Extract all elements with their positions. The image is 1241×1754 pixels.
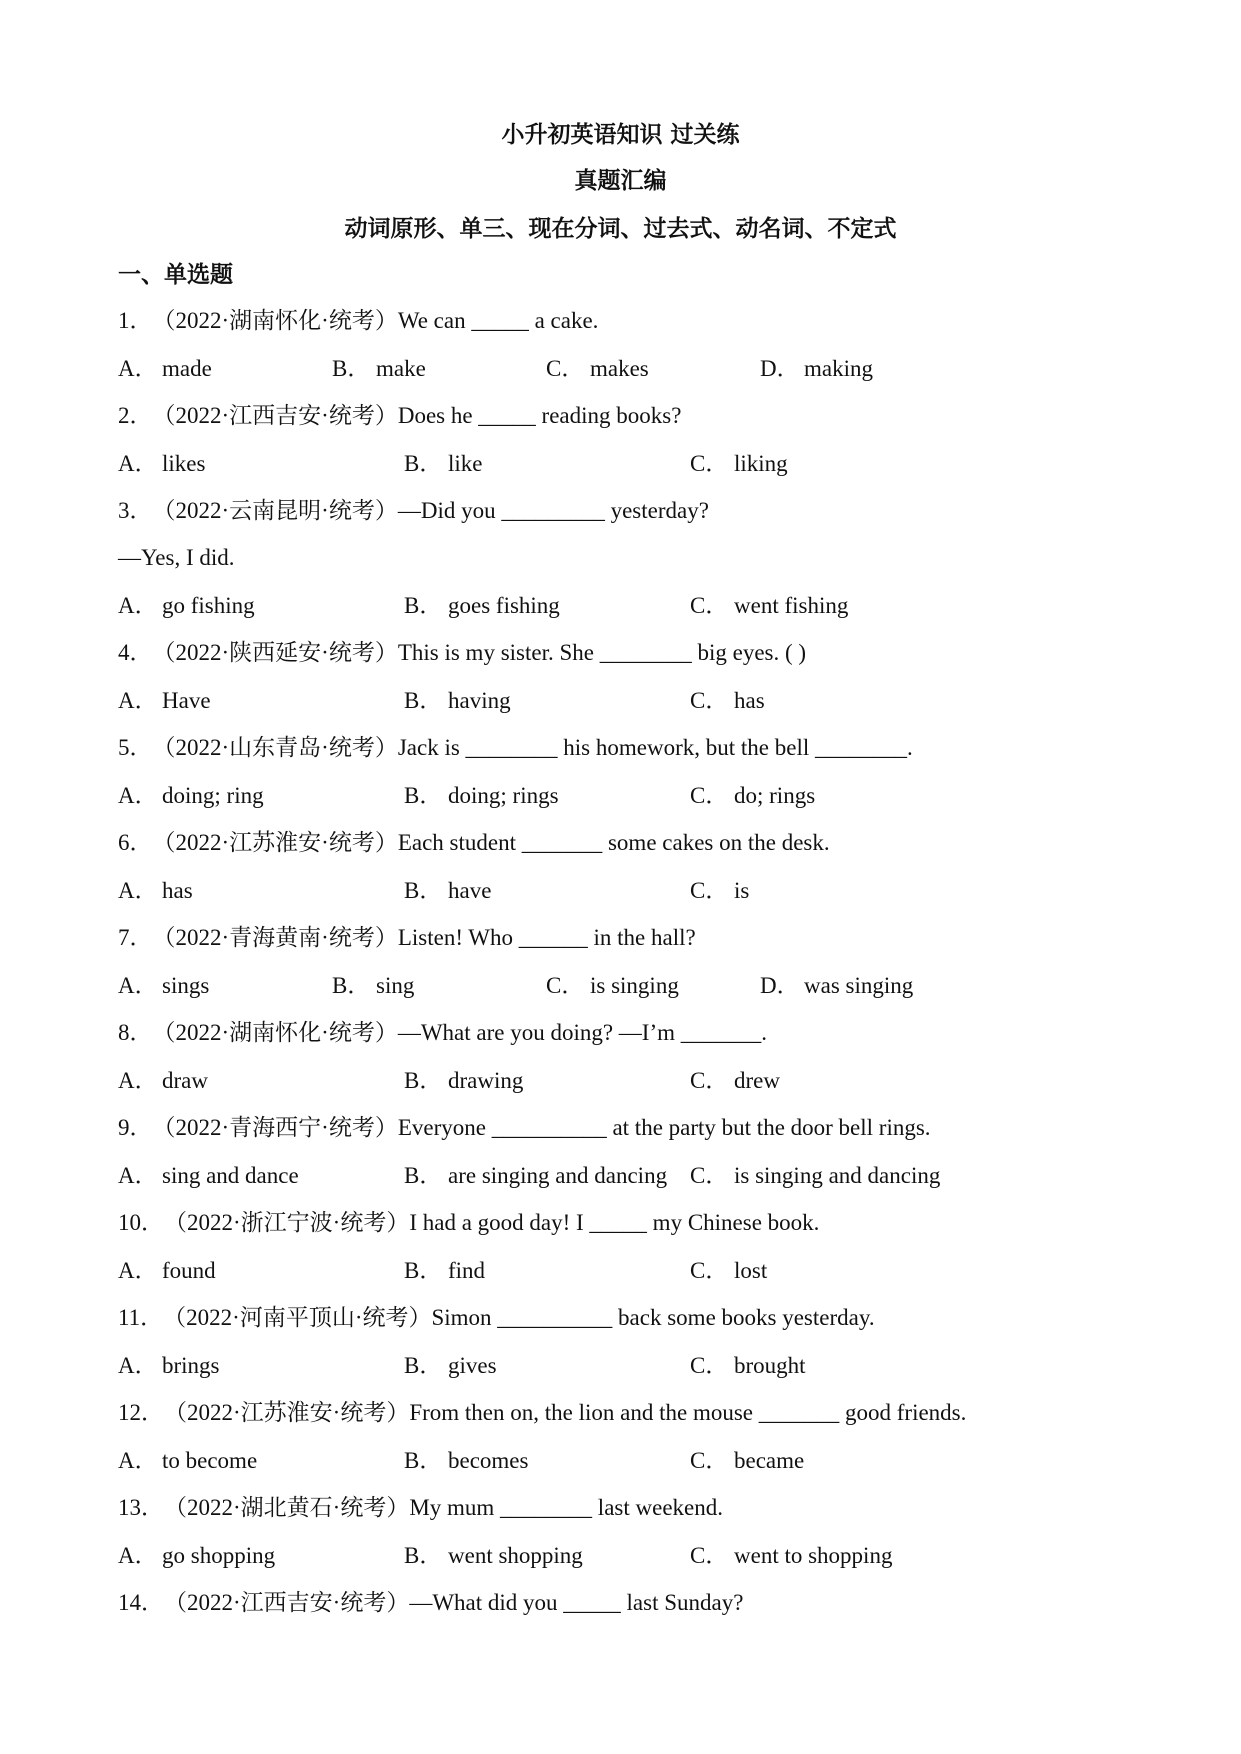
option-a[interactable] xyxy=(118,591,255,621)
option-letter: A． xyxy=(118,973,158,998)
question-source: （2022·山东青岛·统考） xyxy=(152,735,398,760)
option-letter: D． xyxy=(760,973,800,998)
option-a[interactable] xyxy=(118,876,193,906)
option-text: find xyxy=(448,1258,486,1283)
option-text: is singing xyxy=(590,973,679,998)
option-letter: A． xyxy=(118,1258,158,1283)
option-letter: A． xyxy=(118,1163,158,1188)
option-text: made xyxy=(162,356,212,381)
option-text: making xyxy=(804,356,873,381)
question-9 xyxy=(118,1113,931,1143)
question-stem: Everyone __________ at the party but the door bell rings. xyxy=(397,1115,931,1140)
option-letter: A． xyxy=(118,356,158,381)
option-b[interactable] xyxy=(332,354,426,384)
option-c[interactable] xyxy=(690,686,765,716)
question-source: （2022·云南昆明·统考） xyxy=(152,498,398,523)
option-text: liking xyxy=(734,451,788,476)
option-text: sing xyxy=(376,973,415,998)
question-number: 2． xyxy=(118,403,153,428)
option-letter: C． xyxy=(546,973,585,998)
option-b[interactable] xyxy=(404,449,483,479)
option-letter: C． xyxy=(690,1448,729,1473)
question-stem: Listen! Who ______ in the hall? xyxy=(397,925,696,950)
question-number: 1． xyxy=(118,308,153,333)
question-14 xyxy=(118,1588,743,1618)
option-b[interactable] xyxy=(404,686,511,716)
option-a[interactable] xyxy=(118,971,209,1001)
option-text: lost xyxy=(734,1258,768,1283)
option-c[interactable] xyxy=(546,354,649,384)
option-text: is xyxy=(734,878,750,903)
question-stem: Does he _____ reading books? xyxy=(397,403,682,428)
option-letter: A． xyxy=(118,1448,158,1473)
question-source: （2022·河南平顶山·统考） xyxy=(163,1305,432,1330)
option-text: sings xyxy=(162,973,210,998)
option-text: was singing xyxy=(804,973,914,998)
question-5 xyxy=(118,733,913,763)
question-stem: Jack is ________ his homework, but the bell ________. xyxy=(397,735,913,760)
question-stem: This is my sister. She ________ big eyes. ( ) xyxy=(397,640,807,665)
option-letter: A． xyxy=(118,593,158,618)
option-a[interactable] xyxy=(118,1351,220,1381)
option-b[interactable] xyxy=(404,1541,583,1571)
question-7 xyxy=(118,923,696,953)
question-10 xyxy=(118,1208,819,1238)
option-letter: B． xyxy=(404,1068,443,1093)
question-number: 6． xyxy=(118,830,153,855)
question-number: 4． xyxy=(118,640,153,665)
question-number: 14． xyxy=(118,1590,164,1615)
option-text: doing; ring xyxy=(162,783,264,808)
question-stem: We can _____ a cake. xyxy=(397,308,599,333)
option-text: sing and dance xyxy=(162,1163,299,1188)
option-letter: B． xyxy=(404,878,443,903)
question-stem: —What are you doing? —I’m _______. xyxy=(397,1020,768,1045)
option-a[interactable] xyxy=(118,1066,208,1096)
option-text: drawing xyxy=(448,1068,524,1093)
option-a[interactable] xyxy=(118,686,211,716)
option-b[interactable] xyxy=(404,781,559,811)
option-text: have xyxy=(448,878,492,903)
option-d[interactable] xyxy=(760,971,913,1001)
option-text: go shopping xyxy=(162,1543,276,1568)
option-text: are singing and dancing xyxy=(448,1163,668,1188)
option-letter: A． xyxy=(118,783,158,808)
option-d[interactable] xyxy=(760,354,873,384)
question-source: （2022·江苏淮安·统考） xyxy=(152,830,398,855)
option-text: went to shopping xyxy=(734,1543,893,1568)
question-2 xyxy=(118,401,681,431)
option-letter: B． xyxy=(332,973,371,998)
option-a[interactable] xyxy=(118,1161,299,1191)
worksheet-title: 小升初英语知识 过关练 xyxy=(501,122,740,148)
option-b[interactable] xyxy=(404,1161,667,1191)
option-c[interactable] xyxy=(690,781,815,811)
option-c[interactable] xyxy=(690,1351,806,1381)
option-letter: C． xyxy=(690,878,729,903)
option-letter: B． xyxy=(404,1448,443,1473)
question-4 xyxy=(118,638,806,668)
question-stem: Each student _______ some cakes on the desk. xyxy=(397,830,830,855)
option-text: draw xyxy=(162,1068,208,1093)
option-a[interactable] xyxy=(118,449,205,479)
option-text: doing; rings xyxy=(448,783,559,808)
option-letter: A． xyxy=(118,1353,158,1378)
option-text: having xyxy=(448,688,511,713)
option-text: drew xyxy=(734,1068,780,1093)
option-letter: B． xyxy=(404,783,443,808)
question-8 xyxy=(118,1018,767,1048)
option-letter: A． xyxy=(118,688,158,713)
option-b[interactable] xyxy=(404,591,560,621)
question-12 xyxy=(118,1398,966,1428)
question-source: （2022·陕西延安·统考） xyxy=(152,640,398,665)
option-b[interactable] xyxy=(404,876,491,906)
question-stem: From then on, the lion and the mouse _______ good friends. xyxy=(409,1400,967,1425)
option-letter: B． xyxy=(404,593,443,618)
question-11 xyxy=(118,1303,875,1333)
option-letter: A． xyxy=(118,451,158,476)
option-c[interactable] xyxy=(690,1066,780,1096)
question-stem-continuation: —Yes, I did. xyxy=(118,545,235,570)
question-number: 12． xyxy=(118,1400,164,1425)
question-6 xyxy=(118,828,830,858)
question-stem: Simon __________ back some books yesterday. xyxy=(431,1305,875,1330)
question-3 xyxy=(118,496,709,526)
option-letter: C． xyxy=(690,1543,729,1568)
question-source: （2022·湖北黄石·统考） xyxy=(164,1495,410,1520)
option-c[interactable] xyxy=(690,1446,804,1476)
option-text: has xyxy=(162,878,193,903)
question-source: （2022·湖南怀化·统考） xyxy=(152,1020,398,1045)
option-letter: C． xyxy=(690,593,729,618)
option-letter: C． xyxy=(690,1353,729,1378)
question-1 xyxy=(118,306,598,336)
option-a[interactable] xyxy=(118,1446,257,1476)
question-number: 3． xyxy=(118,498,153,523)
option-text: went shopping xyxy=(448,1543,583,1568)
question-number: 5． xyxy=(118,735,153,760)
option-letter: A． xyxy=(118,878,158,903)
option-b[interactable] xyxy=(404,1256,485,1286)
option-c[interactable] xyxy=(690,1541,892,1571)
option-b[interactable] xyxy=(404,1351,497,1381)
option-letter: C． xyxy=(690,451,729,476)
question-13 xyxy=(118,1493,723,1523)
question-source: （2022·青海西宁·统考） xyxy=(152,1115,398,1140)
option-letter: B． xyxy=(404,1543,443,1568)
question-number: 9． xyxy=(118,1115,153,1140)
option-letter: B． xyxy=(404,1163,443,1188)
option-text: gives xyxy=(448,1353,497,1378)
worksheet-subtitle: 真题汇编 xyxy=(574,168,667,194)
question-number: 10． xyxy=(118,1210,164,1235)
option-letter: B． xyxy=(332,356,371,381)
option-text: went fishing xyxy=(734,593,849,618)
option-text: do; rings xyxy=(734,783,816,808)
option-letter: C． xyxy=(546,356,585,381)
option-letter: B． xyxy=(404,1353,443,1378)
option-letter: A． xyxy=(118,1543,158,1568)
question-number: 11． xyxy=(118,1305,164,1330)
option-letter: B． xyxy=(404,688,443,713)
question-source: （2022·江西吉安·统考） xyxy=(164,1590,410,1615)
question-stem: —What did you _____ last Sunday? xyxy=(409,1590,744,1615)
option-letter: A． xyxy=(118,1068,158,1093)
option-text: found xyxy=(162,1258,216,1283)
option-c[interactable] xyxy=(690,1161,940,1191)
option-b[interactable] xyxy=(404,1066,523,1096)
option-a[interactable] xyxy=(118,1256,216,1286)
option-text: brings xyxy=(162,1353,220,1378)
option-text: to become xyxy=(162,1448,258,1473)
option-letter: D． xyxy=(760,356,800,381)
option-text: likes xyxy=(162,451,206,476)
question-stem: I had a good day! I _____ my Chinese book. xyxy=(409,1210,820,1235)
option-letter: C． xyxy=(690,1163,729,1188)
question-number: 7． xyxy=(118,925,153,950)
option-a[interactable] xyxy=(118,354,212,384)
question-stem: My mum ________ last weekend. xyxy=(409,1495,723,1520)
option-letter: C． xyxy=(690,1068,729,1093)
worksheet-topic: 动词原形、单三、现在分词、过去式、动名词、不定式 xyxy=(344,216,897,242)
option-c[interactable] xyxy=(690,1256,767,1286)
section-heading: 一、单选题 xyxy=(118,262,233,288)
option-letter: C． xyxy=(690,783,729,808)
option-letter: B． xyxy=(404,1258,443,1283)
option-letter: C． xyxy=(690,1258,729,1283)
option-a[interactable] xyxy=(118,1541,275,1571)
option-text: Have xyxy=(162,688,211,713)
option-letter: C． xyxy=(690,688,729,713)
question-source: （2022·江苏淮安·统考） xyxy=(164,1400,410,1425)
question-stem: —Did you _________ yesterday? xyxy=(397,498,709,523)
option-text: is singing and dancing xyxy=(734,1163,941,1188)
question-number: 8． xyxy=(118,1020,153,1045)
option-c[interactable] xyxy=(690,591,848,621)
option-b[interactable] xyxy=(404,1446,528,1476)
option-c[interactable] xyxy=(546,971,679,1001)
question-source: （2022·江西吉安·统考） xyxy=(152,403,398,428)
option-a[interactable] xyxy=(118,781,264,811)
option-text: became xyxy=(734,1448,805,1473)
question-number: 13． xyxy=(118,1495,164,1520)
option-text: go fishing xyxy=(162,593,255,618)
option-c[interactable] xyxy=(690,449,788,479)
option-text: becomes xyxy=(448,1448,529,1473)
question-source: （2022·青海黄南·统考） xyxy=(152,925,398,950)
option-text: make xyxy=(376,356,426,381)
option-letter: B． xyxy=(404,451,443,476)
option-c[interactable] xyxy=(690,876,749,906)
option-text: makes xyxy=(590,356,649,381)
option-text: like xyxy=(448,451,483,476)
option-text: brought xyxy=(734,1353,806,1378)
option-b[interactable] xyxy=(332,971,414,1001)
option-text: goes fishing xyxy=(448,593,560,618)
option-text: has xyxy=(734,688,765,713)
question-source: （2022·浙江宁波·统考） xyxy=(164,1210,410,1235)
question-source: （2022·湖南怀化·统考） xyxy=(152,308,398,333)
